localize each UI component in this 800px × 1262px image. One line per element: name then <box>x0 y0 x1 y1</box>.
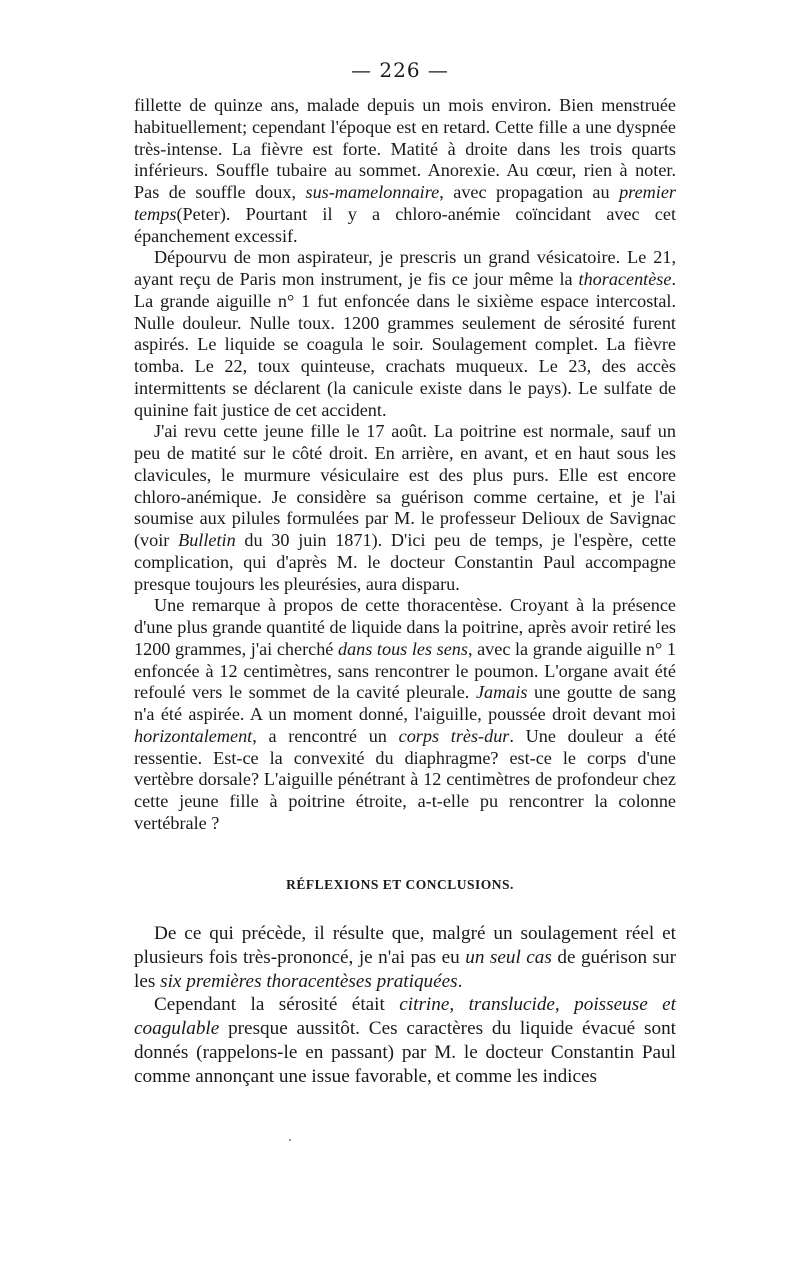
paragraph: fillette de quinze ans, malade depuis un mois environ. Bien menstruée habituellement; cependant l'époque est en retard. Cette fille a une dyspnée très-intense. La fièvre est forte. Matité à droite dans les trois quarts inférieurs. Souffle tubaire au sommet. Anorexie. Au cœur, rien à noter. Pas de souffle doux, sus-mamelonnaire, avec propagation au premier temps(Peter). Pourtant il y a chloro-anémie coïncidant avec cet épanchement excessif. <box>134 95 676 246</box>
paragraph: J'ai revu cette jeune fille le 17 août. La poitrine est normale, sauf un peu de matité sur le côté droit. En arrière, en avant, et en haut sous les clavicules, le murmure vésiculaire est des plus purs. Elle est encore chloro-anémique. Je considère sa guérison comme certaine, et je l'ai soumise aux pilules formulées par M. le professeur Delioux de Savignac (voir Bulletin du 30 juin 1871). D'ici peu de temps, je l'espère, cette complication, qui d'après M. le docteur Constantin Paul accompagne presque toujours les pleurésies, aura disparu. <box>134 421 676 594</box>
italic-run: dans tous les sens <box>337 638 468 659</box>
paragraph: Dépourvu de mon aspirateur, je prescris un grand vésicatoire. Le 21, ayant reçu de Paris mon instrument, je fis ce jour même la thoracentèse. La grande aiguille n° 1 fut enfoncée dans le sixième espace intercostal. Nulle douleur. Nulle toux. 1200 grammes seulement de sérosité furent aspirés. Le liquide se coagula le soir. Soulagement complet. La fièvre tomba. Le 22, toux quinteuse, crachats muqueux. Le 23, des accès intermittents se déclarent (la canicule existe dans le pays). Le sulfate de quinine fait justice de cet accident. <box>134 247 676 420</box>
section-heading: RÉFLEXIONS ET CONCLUSIONS. <box>286 877 514 892</box>
paragraph: Cependant la sérosité était citrine, translucide, poisseuse et coagulable presque aussitôt. Ces caractères du liquide évacué sont donnés (rappelons-le en passant) par M. le docteur Constantin Paul comme annonçant une issue favorable, et comme les indices <box>134 994 676 1087</box>
paragraph: Une remarque à propos de cette thoracentèse. Croyant à la présence d'une plus grande quantité de liquide dans la poitrine, après avoir retiré les 1200 grammes, j'ai cherché dans tous les sens, avec la grande aiguille n° 1 enfoncée à 12 centimètres, sans rencontrer le poumon. L'organe avait été refoulé vers le sommet de la cavité pleurale. Jamais une goutte de sang n'a été aspirée. A un moment donné, l'aiguille, poussée droit devant moi horizontalement, a rencontré un corps très-dur. Une douleur a été ressentie. Est-ce la convexité du diaphragme? est-ce le corps d'une vertèbre dorsale? L'aiguille pénétrant à 12 centimètres de profondeur chez cette jeune fille à poitrine étroite, a-t-elle pu rencontrer la colonne vertébrale ? <box>134 595 676 833</box>
italic-run: six premières thoracentèses pratiquées <box>160 970 458 992</box>
italic-run: horizontalement <box>134 725 253 746</box>
italic-run: sus-mamelonnaire <box>305 182 440 202</box>
italic-run: un seul cas <box>465 946 552 968</box>
paragraph: De ce qui précède, il résulte que, malgré un soulagement réel et plusieurs fois très-prononcé, je n'ai pas eu un seul cas de guérison sur les six premières thoracentèses pratiquées. <box>134 923 676 992</box>
body-text-bottom <box>134 922 676 1089</box>
print-speck <box>289 1139 291 1141</box>
page-number: — 226 — <box>351 58 449 82</box>
italic-run: Bulletin <box>178 530 236 550</box>
italic-run: Jamais <box>475 682 528 703</box>
italic-run: thoracentèse <box>578 269 672 289</box>
italic-run: corps très-dur <box>398 725 510 746</box>
italic-run: premier temps <box>134 182 676 224</box>
body-text-top <box>134 95 676 835</box>
italic-run: citrine, translucide, poisseuse et coagulable <box>134 994 676 1040</box>
